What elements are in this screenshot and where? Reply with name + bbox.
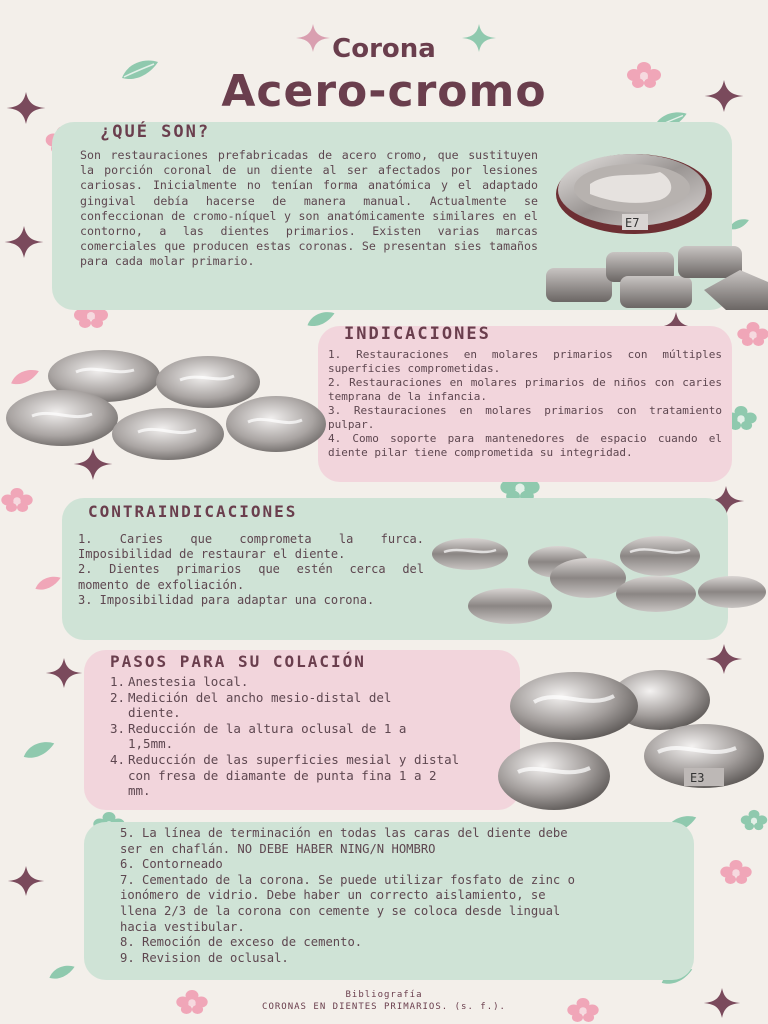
contraindicacion-item: 3. Imposibilidad para adaptar una corona.: [78, 592, 375, 607]
indicaciones-list: [328, 348, 722, 460]
paso-line: mm.: [128, 783, 151, 799]
paso-line: 8. Remoción de exceso de cemento.: [120, 935, 363, 950]
contraindicacion-item: 2. Dientes primarios que estén cerca del momento de exfoliación.: [78, 562, 424, 592]
leaf-icon: [34, 574, 62, 594]
pasos-list: [110, 674, 514, 799]
paso-line: diente.: [128, 705, 181, 721]
paso-item: [110, 690, 514, 721]
page-title: Acero-cromo: [221, 66, 547, 117]
indicacion-item: 1. Restauraciones en molares primarios con múltiples superficies comprometidas.: [328, 348, 722, 375]
leaf-icon: [48, 958, 76, 988]
sparkle-icon: [44, 658, 84, 688]
que-son-text: Son restauraciones prefabricadas de acero cromo, que sustituyen la porción coronal de un diente al ser afectados por lesiones cariosas. Inicialmente no tenían forma anatómica y el adaptado gingival debía hacerse de manera manual. Actualmente se confeccionan de cromo-níquel y son anatómicamente similares en el contorno, a las dientes primarios. Existen varias marcas comerciales que producen estas coronas. Se presentan sies tamaños para cada molar primario.: [80, 148, 538, 269]
paso-item: [110, 721, 514, 752]
indicacion-item: 2. Restauraciones en molares primarios de niños con caries temprana de la infancia.: [328, 376, 722, 403]
flower-icon: [0, 488, 34, 512]
heading-pasos: PASOS PARA SU COLACIÓN: [110, 652, 366, 671]
bibliografia-ref: CORONAS EN DIENTES PRIMARIOS. (s. f.).: [262, 1002, 506, 1012]
paso-line: Medición del ancho mesio-distal del: [128, 689, 392, 705]
contraindicaciones-list: [78, 532, 424, 608]
indicacion-item: 3. Restauraciones en molares primarios con tratamiento pulpar.: [328, 404, 722, 431]
paso-line: Reducción de la altura oclusal de 1 a: [128, 720, 407, 736]
leaf-icon: [22, 740, 56, 762]
paso-num: 1.: [110, 674, 126, 689]
paso-line: ser en chaflán. NO DEBE HABER NING/N HOMBRO: [120, 841, 436, 856]
flower-icon: [736, 322, 768, 346]
paso-line: llena 2/3 de la corona con cemente y se coloca desde lingual: [120, 903, 561, 918]
paso-line: 5. La línea de terminación en todas las caras del diente debe: [120, 826, 568, 840]
paso-text: [128, 674, 248, 690]
paso-num: 4.: [110, 751, 126, 767]
bibliografia-label: Bibliografía: [345, 990, 423, 1000]
paso-text: [128, 721, 406, 752]
paso-line: 9. Revision de oclusal.: [120, 950, 289, 965]
paso-text: [128, 752, 459, 799]
heading-indicaciones: INDICACIONES: [344, 324, 491, 344]
crown-code: E3: [690, 771, 705, 785]
crown-photo: [4, 346, 326, 464]
crown-photo: [540, 150, 768, 312]
paso-line: 7. Cementado de la corona. Se puede utilizar fosfato de zinc o: [120, 872, 575, 887]
heading-que-son: ¿QUÉ SON?: [100, 122, 211, 142]
sparkle-icon: [6, 866, 46, 896]
crown-photo: [498, 664, 768, 816]
paso-num: 3.: [110, 720, 126, 736]
heading-contraindicaciones: CONTRAINDICACIONES: [88, 502, 298, 521]
paso-line: con fresa de diamante de punta fina 1 a 2: [128, 767, 437, 783]
crown-code: E7: [625, 216, 640, 230]
paso-line: 1,5mm.: [128, 736, 174, 752]
paso-line: Reducción de las superficies mesial y distal: [128, 751, 460, 767]
contraindicacion-item: 1. Caries que comprometa la furca. Imposibilidad de restaurar el diente.: [78, 532, 424, 562]
indicacion-item: 4. Como soporte para mantenedores de espacio cuando el diente pilar tiene comprometida su integridad.: [328, 432, 722, 459]
pasos-cont-list: [120, 826, 680, 966]
paso-text: [128, 690, 391, 721]
paso-item: [110, 752, 514, 799]
sparkle-icon: [4, 226, 44, 258]
paso-line: Anestesia local.: [128, 674, 249, 689]
flower-icon: [718, 860, 754, 884]
title-line-1: Corona: [332, 34, 436, 64]
crown-photo: [430, 532, 768, 628]
paso-line: 6. Contorneado: [120, 857, 223, 872]
paso-num: 2.: [110, 689, 126, 705]
paso-line: hacia vestibular.: [120, 919, 245, 934]
paso-line: ionómero de vidrio. Debe haber un correcto aislamiento, se: [120, 888, 546, 903]
paso-item: [110, 674, 514, 690]
